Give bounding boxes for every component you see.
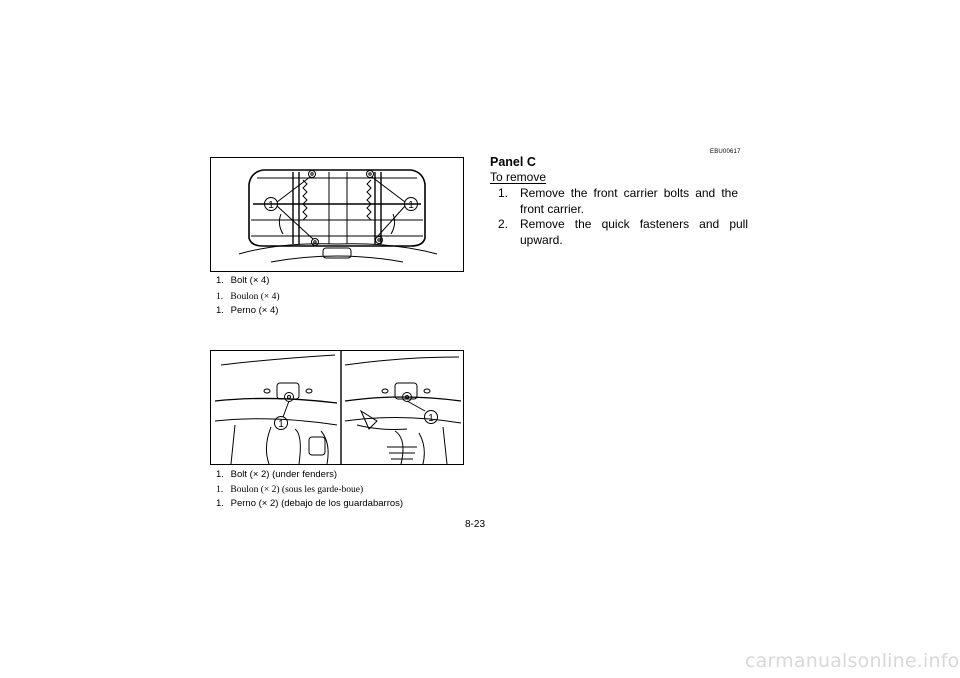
front-carrier-illustration <box>211 158 463 271</box>
step-text: Remove the quick fasteners and pull upward. <box>520 217 748 247</box>
caption-number: 1. <box>216 305 224 316</box>
step-number: 1. <box>498 186 509 200</box>
callout-number: 1 <box>268 200 274 211</box>
section-title: Panel C <box>490 155 536 169</box>
step-item <box>498 185 738 217</box>
figure-fender-bolts <box>210 350 464 465</box>
step-text: Remove the front carrier bolts and the front carrier. <box>520 186 738 216</box>
figure2-caption-es <box>216 498 403 510</box>
caption-number: 1. <box>216 498 224 509</box>
step-number: 2. <box>498 217 509 231</box>
watermark: carmanualsonline.info <box>745 650 960 672</box>
fender-bolts-illustration <box>211 351 463 464</box>
callout-number: 1 <box>428 413 434 424</box>
page-number: 8-23 <box>465 519 486 530</box>
figure1-caption-en <box>216 275 269 287</box>
caption-number: 1. <box>216 469 224 480</box>
callout-number: 1 <box>278 419 284 430</box>
figure1-caption-fr <box>216 291 280 303</box>
caption-text: Bolt (× 4) <box>230 275 270 286</box>
step-item <box>498 216 748 248</box>
caption-text: Boulon (× 2) (sous les garde-boue) <box>230 485 364 495</box>
caption-text: Perno (× 2) (debajo de los guardabarros) <box>230 498 404 509</box>
caption-number: 1. <box>216 292 224 302</box>
callout-number: 1 <box>408 200 414 211</box>
figure-front-carrier <box>210 157 464 272</box>
section-code: EBU00617 <box>710 149 741 155</box>
caption-text: Boulon (× 4) <box>230 292 280 302</box>
figure1-caption-es <box>216 305 278 317</box>
caption-text: Bolt (× 2) (under fenders) <box>230 469 338 480</box>
section-subtitle: To remove <box>490 170 547 184</box>
caption-number: 1. <box>216 485 224 495</box>
figure2-caption-en <box>216 469 337 481</box>
figure2-caption-fr <box>216 484 363 496</box>
caption-number: 1. <box>216 275 224 286</box>
caption-text: Perno (× 4) <box>230 305 279 316</box>
